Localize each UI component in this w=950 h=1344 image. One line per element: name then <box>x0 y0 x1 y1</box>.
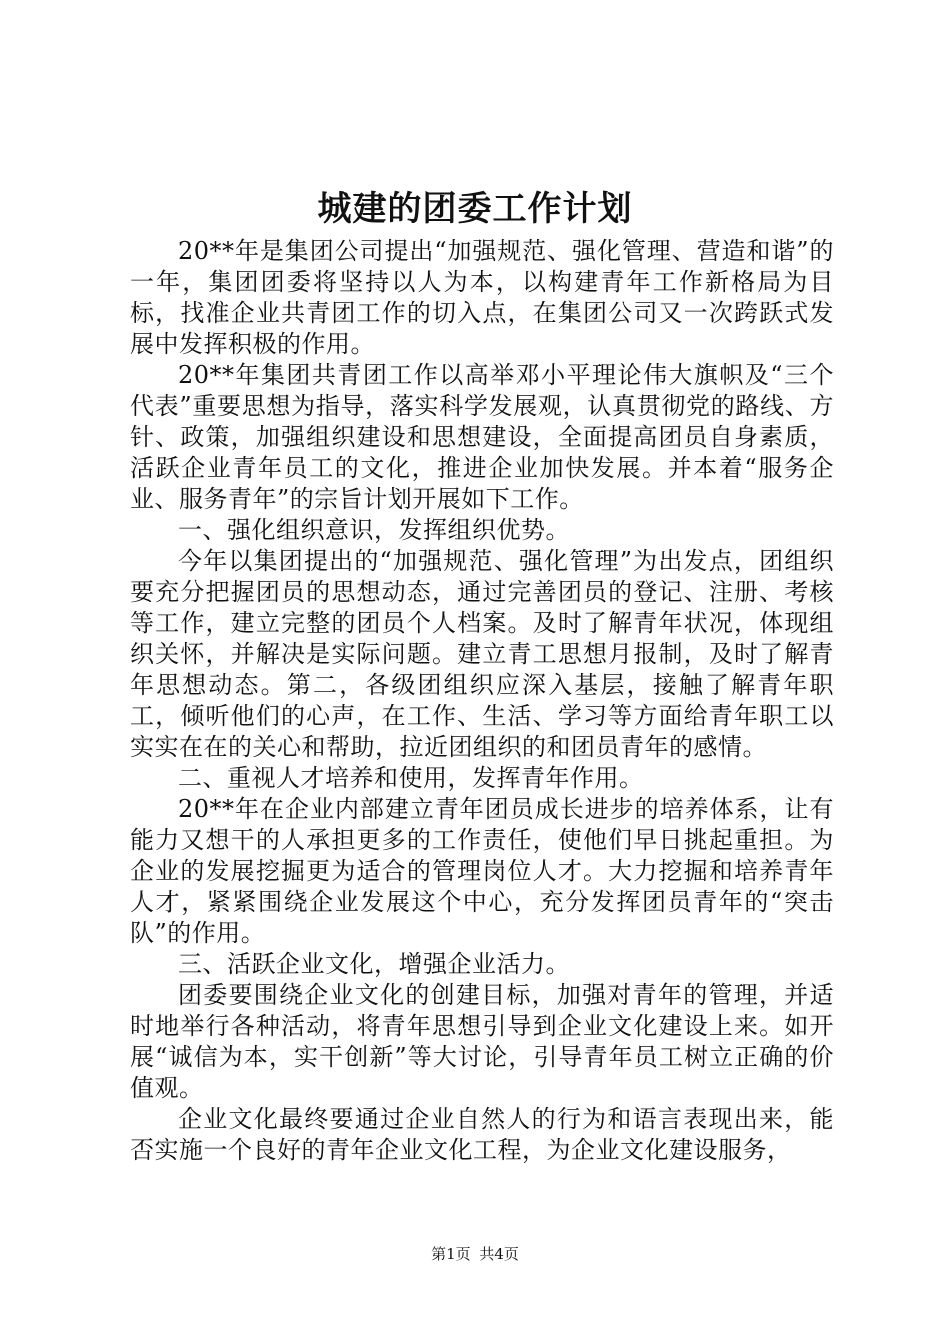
paragraph: 20**年在企业内部建立青年团员成长进步的培养体系，让有能力又想干的人承担更多的工作责任，使他们早日挑起重担。为企业的发展挖掘更为适合的管理岗位人才。大力挖掘和培养青年人才，紧紧围绕企业发展这个中心，充分发挥团员青年的“突击队”的作用。 <box>130 795 834 947</box>
paragraph: 20**年集团共青团工作以高举邓小平理论伟大旗帜及“三个代表”重要思想为指导，落实科学发展观，认真贯彻党的路线、方针、政策，加强组织建设和思想建设，全面提高团员自身素质，活跃企业青年员工的文化，推进企业加快发展。并本着“服务企业、服务青年”的宗旨计划开展如下工作。 <box>130 361 834 513</box>
paragraph: 企业文化最终要通过企业自然人的行为和语言表现出来，能否实施一个良好的青年企业文化工程，为企业文化建设服务， <box>130 1105 834 1164</box>
page-number: 第1页 <box>431 1245 471 1263</box>
page-total: 共4页 <box>479 1245 519 1263</box>
paragraph: 今年以集团提出的“加强规范、强化管理”为出发点，团组织要充分把握团员的思想动态，通过完善团员的登记、注册、考核等工作，建立完整的团员个人档案。及时了解青年状况，体现组织关怀，并解决是实际问题。建立青工思想月报制，及时了解青年思想动态。第二，各级团组织应深入基层，接触了解青年职工，倾听他们的心声，在工作、生活、学习等方面给青年职工以实实在在的关心和帮助，拉近团组织的和团员青年的感情。 <box>130 547 834 761</box>
page-title: 城建的团委工作计划 <box>317 189 633 229</box>
section-heading: 三、活跃企业文化，增强企业活力。 <box>178 950 570 978</box>
section-heading: 一、强化组织意识，发挥组织优势。 <box>178 516 570 544</box>
page-footer <box>0 1244 950 1264</box>
section-heading: 二、重视人才培养和使用，发挥青年作用。 <box>178 764 644 792</box>
document-body <box>130 236 834 1166</box>
paragraph: 团委要围绕企业文化的创建目标，加强对青年的管理，并适时地举行各种活动，将青年思想引导到企业文化建设上来。如开展“诚信为本，实干创新”等大讨论，引导青年员工树立正确的价值观。 <box>130 981 834 1102</box>
paragraph: 20**年是集团公司提出“加强规范、强化管理、营造和谐”的一年，集团团委将坚持以人为本，以构建青年工作新格局为目标，找准企业共青团工作的切入点，在集团公司又一次跨跃式发展中发挥积极的作用。 <box>130 237 834 358</box>
